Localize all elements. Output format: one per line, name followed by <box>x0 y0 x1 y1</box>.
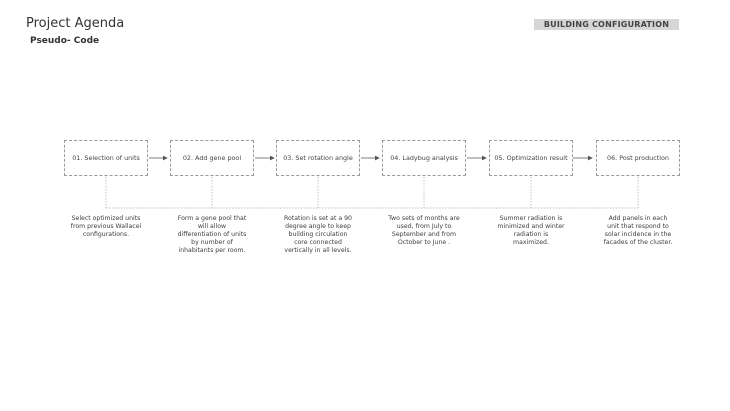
step-box-4: 04. Ladybug analysis <box>382 140 466 176</box>
page-subtitle: Pseudo- Code <box>30 36 100 46</box>
step-box-3: 03. Set rotation angle <box>276 140 360 176</box>
step-description-2: Form a gene pool that will allow differentiation of units by number of inhabitants per room. <box>177 215 247 254</box>
step-box-5: 05. Optimization result <box>489 140 573 176</box>
step-box-2: 02. Add gene pool <box>170 140 254 176</box>
step-description-3: Rotation is set at a 90 degree angle to keep building circulation core connected vertically in all levels. <box>284 215 352 254</box>
step-description-6: Add panels in each unit that respond to solar incidence in the facades of the cluster. <box>603 215 673 246</box>
step-description-4: Two sets of months are used, from July to September and from October to June . <box>388 215 460 246</box>
page-title: Project Agenda <box>26 16 125 31</box>
step-description-1: Select optimized units from previous Wallacei configurations. <box>70 215 142 238</box>
step-description-5: Summer radiation is minimized and winter radiation is maximized. <box>497 215 565 246</box>
step-box-1: 01. Selection of units <box>64 140 148 176</box>
step-box-6: 06. Post production <box>596 140 680 176</box>
section-tag: BUILDING CONFIGURATION <box>534 19 679 30</box>
